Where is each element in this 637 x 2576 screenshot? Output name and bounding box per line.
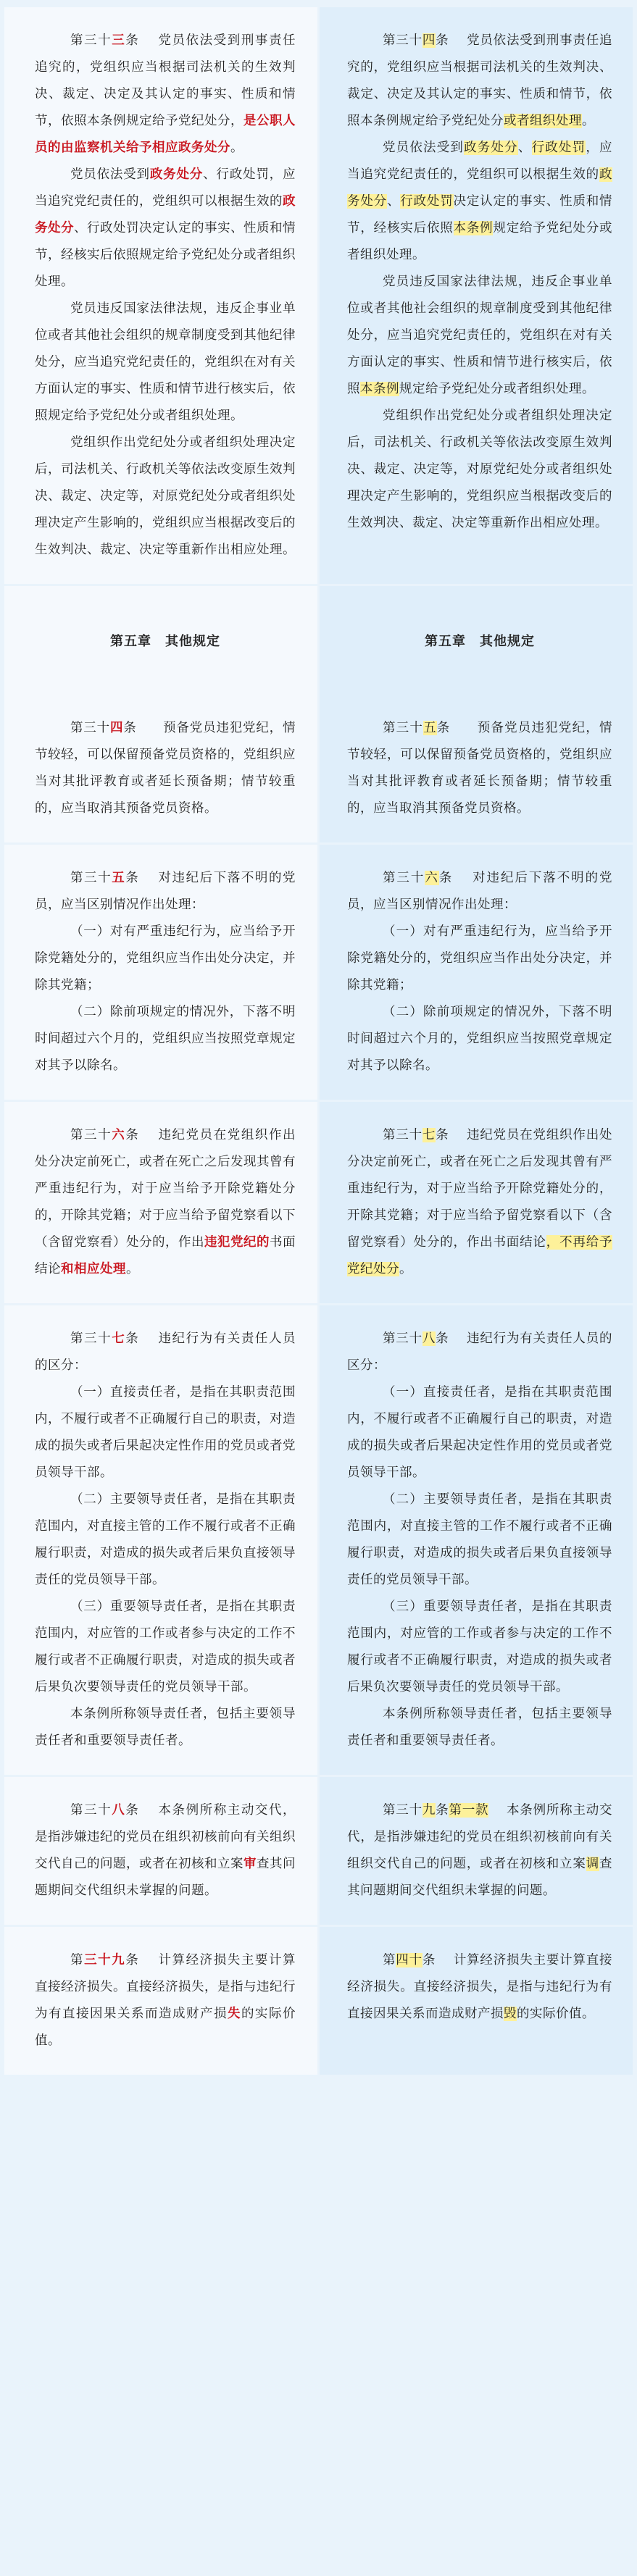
text-segment: 第三十 [70,33,112,48]
article-paragraph [35,430,296,564]
article-paragraph [35,162,296,296]
text-segment: ，应当追究党纪责任的，党组织可以根据生效的 [347,141,612,182]
text-segment: 第三十 [70,1331,112,1346]
article-paragraph [347,999,612,1079]
changed-text: 政务处分 [347,167,612,209]
text-segment: 决定认定的事实、性质和情节，经核实后依照 [347,194,613,235]
chapter-title: 第五章 其他规定 [425,634,535,649]
old-version-column [4,586,317,695]
text-segment: （一）直接责任者，是指在其职责范围内，不履行或者不正确履行自己的职责，对造成的损失或者后果起决定性作用的党员或者党员领导干部。 [347,1385,612,1480]
text-segment: 条 计算经济损失主要计算直接经济损失。直接经济损失，是指与违纪行为有直接因果关系而造成财产损 [347,1953,613,2021]
deleted-text: 审 [243,1857,257,1871]
new-version-column [320,845,633,1100]
text-segment: （二）除前项规定的情况外，下落不明时间超过六个月的，党组织应当按照党章规定对其予以除名。 [35,1005,296,1073]
new-version-column [320,1102,633,1303]
new-version-column [320,7,633,584]
text-segment: 的实际价值。 [35,2007,296,2048]
text-segment: 的实际价值。 [517,2007,595,2021]
text-segment: 党员依法受到 [70,167,150,182]
article-clause [347,28,612,135]
text-segment: 党员依法受到 [383,141,465,155]
deleted-text: 和相应处理 [61,1262,126,1276]
changed-text: 九 [422,1803,436,1818]
text-segment: 条 违纪行为有关责任人员的区分： [35,1331,296,1373]
changed-text: 四 [422,33,436,48]
text-segment: （三）重要领导责任者，是指在其职责范围内，对应管的工作或者参与决定的工作不履行或者不正确履行职责，对造成的损失或者后果负次要领导责任的党员领导干部。 [35,1599,296,1694]
text-segment: 第三十 [70,1803,112,1818]
text-segment: 本条例所称领导责任者，包括主要领导责任者和重要领导责任者。 [35,1707,296,1748]
text-segment: 。 [582,114,595,128]
text-segment: 第三十 [383,33,422,48]
text-segment: 、行政处罚，应当追究党纪责任的，党组织可以根据生效的 [35,167,296,209]
deleted-text: 五 [112,871,126,885]
changed-text: 行政处罚 [400,194,454,209]
text-segment: （一）对有严重违纪行为，应当给予开除党籍处分的，党组织应当作出处分决定，并除其党籍； [35,924,296,992]
text-segment: 党员违反国家法律法规，违反企事业单位或者其他社会组织的规章制度受到其他纪律处分，应当追究党纪责任的，党组织在对有关方面认定的事实、性质和情节进行核实后，依照 [347,275,612,396]
text-segment: 条 党员依法受到刑事责任追究的，党组织应当根据司法机关的生效判决、裁定、决定及其认定的事实、性质和情节，依照本条例规定给予党纪处分， [35,33,296,128]
deleted-text: 三 [112,33,126,48]
text-segment: 党组织作出党纪处分或者组织处理决定后，司法机关、行政机关等依法改变原生效判决、裁定、决定等，对原党纪处分或者组织处理决定产生影响的，党组织应当根据改变后的生效判决、裁定、决定等重新作出相应处理。 [347,409,612,530]
article-row [4,845,633,1102]
text-segment: 党组织作出党纪处分或者组织处理决定后，司法机关、行政机关等依法改变原生效判决、裁定、决定等，对原党纪处分或者组织处理决定产生影响的，党组织应当根据改变后的生效判决、裁定、决定等重新作出相应处理。 [35,435,296,557]
changed-text: 四十 [396,1953,422,1967]
deleted-text: 是公职人员的由监察机关给予相应政务处分 [35,114,296,155]
article-paragraph [347,1701,612,1755]
text-segment: 规定给予党纪处分或者组织处理。 [399,382,595,396]
text-segment: 、 [386,194,401,209]
article-row [4,695,633,845]
text-segment: 第三十 [70,871,112,885]
article-paragraph [35,919,296,999]
text-segment: 查其问题期间交代组织未掌握的问题。 [347,1857,613,1898]
deleted-text: 失 [228,2007,241,2021]
text-segment: 条 对违纪后下落不明的党员，应当区别情况作出处理： [347,871,613,912]
article-paragraph [35,1486,296,1594]
changed-text: 政务处分 [464,141,518,155]
article-row [4,7,633,586]
new-version-column [320,1927,633,2075]
changed-text: 行政处罚 [531,141,586,155]
changed-text: 七 [422,1128,436,1142]
old-version-column [4,1927,317,2075]
article-clause [347,1122,612,1283]
article-clause [35,1947,296,2054]
article-paragraph [347,1594,612,1701]
text-segment: （二）主要领导责任者，是指在其职责范围内，对直接主管的工作不履行或者不正确履行职责，对造成的损失或者后果负直接领导责任的党员领导干部。 [347,1492,612,1587]
deleted-text: 八 [112,1803,126,1818]
text-segment: 、 [517,141,532,155]
new-version-column [320,586,633,695]
text-segment: （二）主要领导责任者，是指在其职责范围内，对直接主管的工作不履行或者不正确履行职责，对造成的损失或者后果负直接领导责任的党员领导干部。 [35,1492,296,1587]
text-segment: 。 [399,1262,412,1276]
deleted-text: 违犯党纪的 [204,1235,270,1250]
text-segment: 。 [126,1262,139,1276]
article-paragraph [35,1379,296,1486]
old-version-column [4,1777,317,1925]
text-segment: 第三十 [383,871,425,885]
text-segment: （一）直接责任者，是指在其职责范围内，不履行或者不正确履行自己的职责，对造成的损失或者后果起决定性作用的党员或者党员领导干部。 [35,1385,296,1480]
text-segment: 规定给予党纪处分或者组织处理。 [347,221,613,262]
article-row [4,1777,633,1927]
comparison-table [4,7,633,2077]
changed-text: 毁 [504,2007,517,2021]
article-paragraph [35,1701,296,1755]
old-version-column [4,1102,317,1303]
text-segment: 第三十 [383,1128,422,1142]
new-version-column [320,695,633,842]
article-paragraph [347,1486,612,1594]
article-clause [35,715,296,822]
text-segment: 条 计算经济损失主要计算直接经济损失。直接经济损失，是指与违纪行为有直接因果关系而造成财产损 [35,1953,296,2021]
text-segment: 条 违纪行为有关责任人员的区分： [347,1331,613,1373]
text-segment: 第三十 [70,1128,112,1142]
text-segment: 第三十 [70,721,110,735]
text-segment: 党员违反国家法律法规，违反企事业单位或者其他社会组织的规章制度受到其他纪律处分，应当追究党纪责任的，党组织在对有关方面认定的事实、性质和情节进行核实后，依照规定给予党纪处分或者组织处理。 [35,301,296,423]
article-row [4,1102,633,1305]
article-clause [35,1122,296,1283]
text-segment: 条 违纪党员在党组织作出处分决定前死亡，或者在死亡之后发现其曾有严重违纪行为，对于应当给予开除党籍处分的，开除其党籍；对于应当给予留党察看以下（含留党察看）处分的，作出书面结论 [347,1128,613,1250]
text-segment: 条 对违纪后下落不明的党员，应当区别情况作出处理： [35,871,296,912]
article-paragraph [347,1379,612,1486]
text-segment: 。 [230,141,243,155]
text-segment: 条 党员依法受到刑事责任追究的，党组织应当根据司法机关的生效判决、裁定、决定及其认定的事实、性质和情节，依照本条例规定给予党纪处分 [347,33,613,128]
deleted-text: 政务处分 [149,167,204,182]
changed-text: 调 [586,1857,600,1871]
deleted-text: 政务处分 [35,194,296,235]
text-segment: 条 违纪党员在党组织作出处分决定前死亡，或者在死亡之后发现其曾有严重违纪行为，对于应当给予开除党籍处分的，开除其党籍；对于应当给予留党察看以下（含留党察看）处分的，作出 [35,1128,296,1250]
text-segment: 本条例所称主动交代，是指涉嫌违纪的党员在组织初核前向有关组织交代自己的问题，或者在初核和立案 [347,1803,613,1871]
old-version-column [4,845,317,1100]
text-segment: 第三十 [383,1331,422,1346]
chapter-heading-row [4,586,633,695]
text-segment: 条 [436,1803,449,1818]
article-clause [35,1326,296,1379]
changed-text: ，不再给予党纪处分 [347,1235,613,1276]
article-clause [347,1797,612,1904]
changed-text: 五 [423,721,437,735]
article-paragraph [347,919,612,999]
text-segment: 查其问题期间交代组织未掌握的问题。 [35,1857,296,1898]
changed-text: 或者组织处理 [504,114,582,128]
article-clause [35,28,296,162]
text-segment: 、行政处罚决定认定的事实、性质和情节，经核实后依照规定给予党纪处分或者组织处理。 [35,221,296,289]
article-paragraph [35,296,296,430]
new-version-column [320,1305,633,1775]
article-clause [347,715,612,822]
text-segment: 条 预备党员违犯党纪，情节较轻，可以保留预备党员资格的，党组织应当对其批评教育或者延长预备期；情节较重的，应当取消其预备党员资格。 [35,721,296,816]
text-segment: 第 [383,1953,396,1967]
article-clause [347,865,612,919]
chapter-title: 第五章 其他规定 [110,634,220,649]
article-paragraph [347,135,612,269]
article-clause [347,1326,612,1379]
deleted-text: 三十九 [84,1953,126,1967]
article-paragraph [347,269,612,403]
changed-text: 本条例 [453,221,494,235]
text-segment: 第三十 [383,721,424,735]
new-version-column [320,1777,633,1925]
changed-text: 八 [422,1331,436,1346]
article-clause [35,865,296,919]
text-segment: （一）对有严重违纪行为，应当给予开除党籍处分的，党组织应当作出处分决定，并除其党籍； [347,924,612,992]
deleted-text: 四 [109,721,124,735]
text-segment: 本条例所称领导责任者，包括主要领导责任者和重要领导责任者。 [347,1707,612,1748]
article-paragraph [35,1594,296,1701]
article-paragraph [347,403,612,537]
text-segment: （二）除前项规定的情况外，下落不明时间超过六个月的，党组织应当按照党章规定对其予以除名。 [347,1005,612,1073]
text-segment: 书面结论 [35,1235,296,1276]
deleted-text: 七 [112,1331,126,1346]
text-segment: 第 [70,1953,85,1967]
old-version-column [4,695,317,842]
old-version-column [4,7,317,584]
changed-text: 第一款 [449,1803,489,1818]
old-version-column [4,1305,317,1775]
text-segment: 第三十 [383,1803,422,1818]
article-row [4,1927,633,2077]
article-clause [347,1947,612,2028]
text-segment: （三）重要领导责任者，是指在其职责范围内，对应管的工作或者参与决定的工作不履行或者不正确履行职责，对造成的损失或者后果负次要领导责任的党员领导干部。 [347,1599,612,1694]
deleted-text: 六 [112,1128,126,1142]
article-clause [35,1797,296,1904]
article-paragraph [35,999,296,1079]
changed-text: 六 [425,871,439,885]
article-row [4,1305,633,1777]
text-segment: 条 本条例所称主动交代，是指涉嫌违纪的党员在组织初核前向有关组织交代自己的问题，或者在初核和立案 [35,1803,296,1871]
changed-text: 本条例 [360,382,399,396]
text-segment: 条 预备党员违犯党纪，情节较轻，可以保留预备党员资格的，党组织应当对其批评教育或者延长预备期；情节较重的，应当取消其预备党员资格。 [347,721,612,816]
